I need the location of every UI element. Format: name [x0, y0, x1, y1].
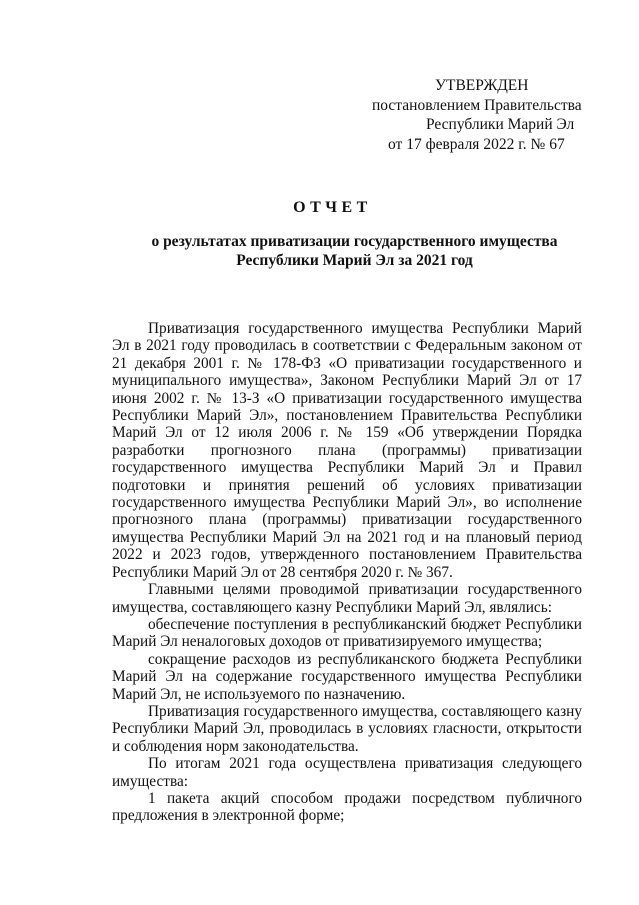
document-title: ОТЧЕТ — [293, 199, 372, 216]
paragraph-goals: Главными целями проводимой приватизации государственного имущества, составляющего казну Республики Марий Эл, являлись: — [112, 581, 582, 616]
paragraph-transparency: Приватизация государственного имущества, составляющего казну Республики Марий Эл, проводилась в условиях гласности, открытости и соблюдения норм законодательства. — [112, 702, 582, 755]
approval-date-number: от 17 февраля 2022 г. № 67 — [388, 135, 565, 153]
paragraph-legal-basis: Приватизация государственного имущества Республики Марий Эл в 2021 году проводилась в соответствии с Федеральным законом от 21 декабря 2001 г. № 178-ФЗ «О приватизации государственного и муниципального имущества», Законом Республики Марий Эл от 17 июня 2002 г. № 13-З «О приватизации государственного имущества Республики Марий Эл», постановлением Правительства Республики Марий Эл от 12 июля 2006 г. № 159 «Об утверждении Порядка разработки прогнозного плана (программы) приватизации государственного имущества Республики Марий Эл и Правил подготовки и принятия решений об условиях приватизации государственного имущества Республики Марий Эл», во исполнение прогнозного плана (программы) приватизации государственного имущества Республики Марий Эл на 2021 год и на плановый период 2022 и 2023 годов, утвержденного постановлением Правительства Республики Марий Эл от 28 сентября 2020 г. № 367. — [112, 320, 582, 581]
approval-authority: постановлением Правительства — [372, 96, 582, 114]
paragraph-shares: 1 пакета акций способом продажи посредством публичного предложения в электронной форме; — [112, 789, 582, 825]
subtitle-line-1: о результатах приватизации государственного имущества — [151, 233, 558, 250]
paragraph-goal-costs: сокращение расходов из республиканского бюджета Республики Марий Эл на содержание государственного имущества Республики Марий Эл, не используемого по назначению. — [112, 650, 582, 703]
paragraph-goal-revenue: обеспечение поступления в республиканский бюджет Республики Марий Эл неналоговых доходов от приватизируемого имущества; — [112, 615, 582, 651]
document-body — [112, 320, 582, 825]
approval-stamp — [372, 76, 602, 154]
approval-heading: УТВЕРЖДЕН — [435, 77, 529, 94]
document-subtitle — [0, 232, 639, 270]
paragraph-results: По итогам 2021 года осуществлена приватизация следующего имущества: — [112, 755, 582, 790]
subtitle-line-2: Республики Марий Эл за 2021 год — [236, 252, 473, 269]
approval-republic: Республики Марий Эл — [426, 116, 575, 133]
